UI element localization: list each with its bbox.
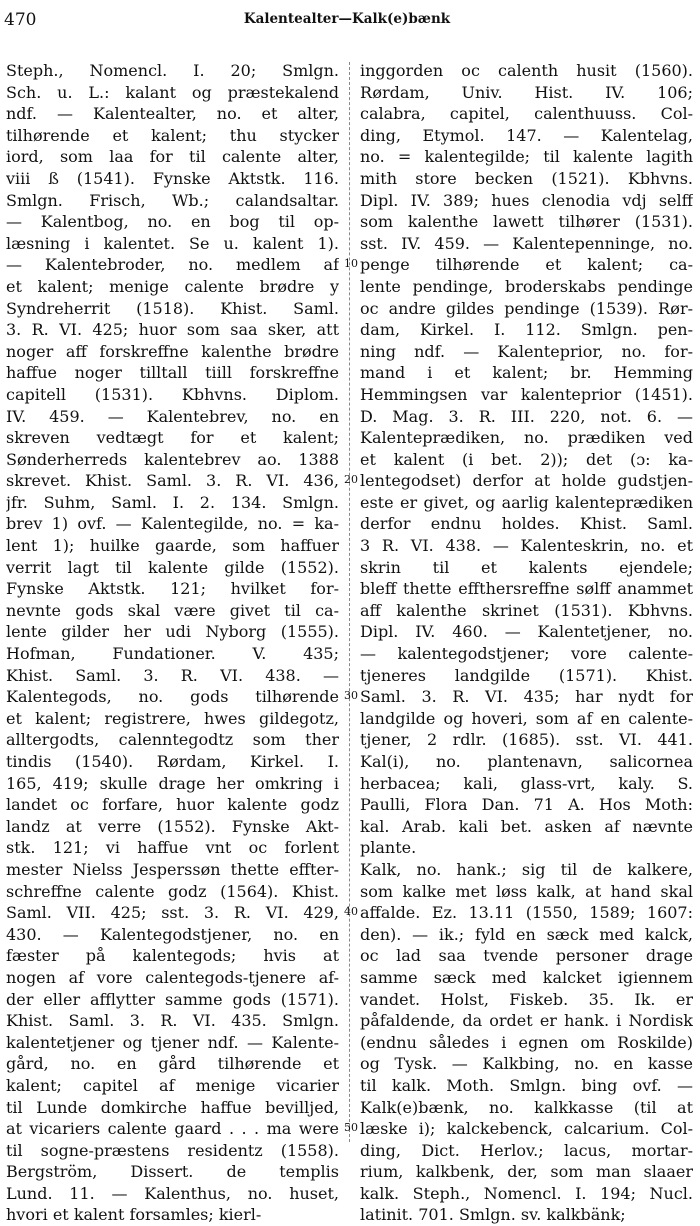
text-line: lentegodset) derfor at holde gudstjen- (360, 471, 693, 491)
text-line: Steph., Nomencl. I. 20; Smlgn. (6, 61, 339, 80)
text-line: capitell (1531). Kbhvns. Diplom. (6, 384, 339, 404)
text-line: ndf. — Kalentealter, no. et alter, (6, 104, 339, 124)
text-line: kalentetjener og tjener ndf. — Kalente- (6, 1032, 339, 1052)
text-line: mith store becken (1521). Kbhvns. (360, 168, 693, 188)
text-line: 430. — Kalentegodstjener, no. en (6, 924, 339, 944)
text-line: stk. 121; vi haffue vnt oc forlent (6, 838, 339, 858)
text-line: dam, Kirkel. I. 112. Smlgn. pen- (360, 320, 693, 340)
text-line: Saml. VII. 425; sst. 3. R. VI. 429, (6, 903, 339, 923)
text-line: tindis (1540). Rørdam, Kirkel. I. (6, 752, 339, 771)
text-line: calabra, capitel, calenthuuss. Col- (360, 104, 693, 124)
text-line: kalk. Steph., Nomencl. I. 194; Nucl. (360, 1183, 693, 1203)
text-line: latinit. 701. Smlgn. sv. kalkbänk; (360, 1205, 626, 1225)
text-line: til sogne-præstens residentz (1558). (6, 1140, 339, 1160)
text-line: Kalk(e)bænk, no. kalkkasse (til at (360, 1097, 693, 1117)
text-line: et kalent; menige calente brødre y (6, 276, 339, 296)
text-line: tilhørende et kalent; thu stycker (6, 125, 339, 145)
text-line: landet oc forfare, huor kalente godz (6, 795, 339, 815)
text-line: et kalent (i bet. 2)); det (ɔ: ka- (360, 449, 693, 469)
text-line: mester Nielss Jesperssøn thette effter- (6, 859, 339, 879)
text-line: Rørdam, Univ. Hist. IV. 106; (360, 82, 693, 102)
text-line: Khist. Saml. 3. R. VI. 435. Smlgn. (6, 1011, 339, 1031)
text-line: Fynske Aktstk. 121; hvilket for- (6, 579, 339, 599)
text-line: (endnu således i egnen om Roskilde) (360, 1032, 693, 1052)
text-line: haffue noger tilltall tiill forskreffne (6, 363, 339, 383)
text-line: Kalk, no. hank.; sig til de kalkere, (360, 859, 693, 879)
text-line: este er givet, og aarlig kalenteprædiken (360, 492, 693, 512)
text-line: — kalentegodstjener; vore calente- (360, 644, 693, 664)
text-line: — Kalentbog, no. en bog til op- (6, 212, 339, 232)
text-line: gård, no. en gård tilhørende et (6, 1054, 339, 1074)
text-line: landz at verre (1552). Fynske Akt- (6, 816, 339, 836)
text-line: at vicariers calente gaard . . . ma were (6, 1119, 339, 1139)
text-line: og Tysk. — Kalkbing, no. en kasse (360, 1054, 693, 1074)
text-line: tjeneres landgilde (1571). Khist. (360, 665, 693, 685)
text-line: læske i); kalckebenck, calcarium. Col- (360, 1119, 693, 1139)
text-line: Saml. 3. R. VI. 435; har nydt for (360, 687, 693, 707)
text-line: inggorden oc calenth husit (1560). (360, 61, 693, 80)
text-line: skrin til et kalents ejendele; (360, 557, 693, 577)
text-line: nogen af vore calentegods-tjenere af- (6, 967, 339, 987)
line-number-10: 10 (344, 257, 358, 270)
text-line: 165, 419; skulle drage her omkring i (6, 773, 339, 793)
page-number: 470 (4, 10, 37, 30)
text-line: schreffne calente godz (1564). Khist. (6, 881, 339, 901)
text-line: vandet. Holst, Fiskeb. 35. Ik. er (360, 989, 693, 1009)
line-number-50: 50 (344, 1121, 358, 1134)
text-line: som kalenthe lawett tilhører (1531). (360, 212, 693, 232)
text-line: ding, Etymol. 147. — Kalentelag, (360, 125, 693, 145)
text-line: kal. Arab. kali bet. asken af nævnte (360, 816, 693, 836)
text-line: lente gilder her udi Nyborg (1555). (6, 622, 339, 642)
text-line: tjener, 2 rdlr. (1685). sst. VI. 441. (360, 730, 693, 750)
text-line: iord, som laa for til calente alter, (6, 147, 339, 167)
text-line: til Lunde domkirche haffue bevilljed, (6, 1097, 339, 1117)
text-line: lente pendinge, broderskabs pendinge (360, 276, 693, 296)
page-header (4, 10, 690, 32)
text-line: den). — ik.; fyld en sæck med kalck, (360, 924, 693, 944)
text-line: fæster på kalentegods; hvis at (6, 946, 339, 966)
text-line: Syndreherrit (1518). Khist. Saml. (6, 298, 339, 318)
text-line: Paulli, Flora Dan. 71 A. Hos Moth: (360, 795, 693, 815)
text-line: 3. R. VI. 425; huor som saa sker, att (6, 320, 339, 340)
text-line: som kalke met løss kalk, at hand skal (360, 881, 693, 901)
text-line: ding, Dict. Herlov.; lacus, mortar- (360, 1140, 693, 1160)
text-line: samme sæck med kalcket igiennem (360, 967, 693, 987)
line-number-30: 30 (344, 689, 358, 702)
text-line: til kalk. Moth. Smlgn. bing ovf. — (360, 1075, 693, 1095)
text-line: sst. IV. 459. — Kalentepenninge, no. (360, 233, 693, 253)
text-line: lent 1); huilke gaarde, som haffuer (6, 536, 339, 556)
text-line: — Kalentebroder, no. medlem af (6, 255, 339, 275)
text-line: herbacea; kali, glass-vrt, kaly. S. (360, 773, 693, 793)
running-head: Kalentealter—Kalk(e)bænk (243, 11, 451, 27)
text-line: aff kalenthe skrinet (1531). Kbhvns. (360, 600, 693, 620)
text-line: Sch. u. L.: kalant og præstekalend (6, 82, 339, 102)
text-line: D. Mag. 3. R. III. 220, not. 6. — (360, 406, 693, 426)
text-line: viii ß (1541). Fynske Aktstk. 116. (6, 168, 339, 188)
text-line: Lund. 11. — Kalenthus, no. huset, (6, 1183, 339, 1203)
text-line: Kal(i), no. plantenavn, salicornea (360, 752, 693, 771)
text-line: Dipl. IV. 389; hues clenodia vdj selff (360, 190, 693, 210)
text-line: affalde. Ez. 13.11 (1550, 1589; 1607: (360, 903, 693, 923)
text-line: Bergström, Dissert. de templis (6, 1162, 339, 1182)
left-column (6, 60, 339, 1226)
text-line: Sønderherreds kalentebrev ao. 1388 (6, 449, 339, 469)
text-line: nevnte gods skal være givet til ca- (6, 600, 339, 620)
text-line: jfr. Suhm, Saml. I. 2. 134. Smlgn. (6, 492, 339, 512)
text-line: skrevet. Khist. Saml. 3. R. VI. 436, (6, 471, 339, 491)
text-line: ning ndf. — Kalenteprior, no. for- (360, 341, 693, 361)
text-line: Dipl. IV. 460. — Kalentetjener, no. (360, 622, 693, 642)
line-number-40: 40 (344, 905, 358, 918)
text-line: landgilde og hoveri, som af en calente- (360, 708, 693, 728)
text-line: brev 1) ovf. — Kalentegilde, no. = ka- (6, 514, 339, 534)
text-line: mand i et kalent; br. Hemming (360, 363, 693, 383)
text-line: plante. (360, 838, 417, 858)
text-line: Khist. Saml. 3. R. VI. 438. — (6, 665, 339, 685)
text-line: bleff thette effthersreffne sølff anammet (360, 579, 693, 599)
text-line: verrit lagt til kalente gilde (1552). (6, 557, 339, 577)
text-line: derfor endnu holdes. Khist. Saml. (360, 514, 693, 534)
text-line: Smlgn. Frisch, Wb.; calandsaltar. (6, 190, 339, 210)
text-line: kalent; capitel af menige vicarier (6, 1075, 339, 1095)
text-line: oc lad saa tvende personer drage (360, 946, 693, 966)
text-line: penge tilhørende et kalent; ca- (360, 255, 693, 275)
text-line: noger aff forskreffne kalenthe brødre (6, 341, 339, 361)
column-divider (349, 62, 350, 1142)
text-line: Hofman, Fundationer. V. 435; (6, 644, 339, 664)
text-line: hvori et kalent forsamles; kierl- (6, 1205, 262, 1225)
text-line: alltergodts, calenntegodtz som ther (6, 730, 339, 750)
text-line: Kalenteprædiken, no. prædiken ved (360, 428, 693, 448)
text-line: Hemmingsen var kalenteprior (1451). (360, 384, 693, 404)
text-line: Kalentegods, no. gods tilhørende (6, 687, 339, 707)
text-line: IV. 459. — Kalentebrev, no. en (6, 406, 339, 426)
text-line: påfaldende, da ordet er hank. i Nordisk (360, 1011, 693, 1031)
text-line: et kalent; registrere, hwes gildegotz, (6, 708, 339, 728)
text-line: 3 R. VI. 438. — Kalenteskrin, no. et (360, 536, 693, 556)
right-column (360, 60, 693, 1226)
text-line: rium, kalkbenk, der, som man slaaer (360, 1162, 693, 1182)
line-number-20: 20 (344, 473, 358, 486)
text-line: skreven vedtægt for et kalent; (6, 428, 339, 448)
text-line: læsning i kalentet. Se u. kalent 1). (6, 233, 339, 253)
text-line: oc andre gildes pendinge (1539). Rør- (360, 298, 693, 318)
text-line: no. = kalentegilde; til kalente lagith (360, 147, 693, 167)
text-line: der eller afflytter samme gods (1571). (6, 989, 339, 1009)
